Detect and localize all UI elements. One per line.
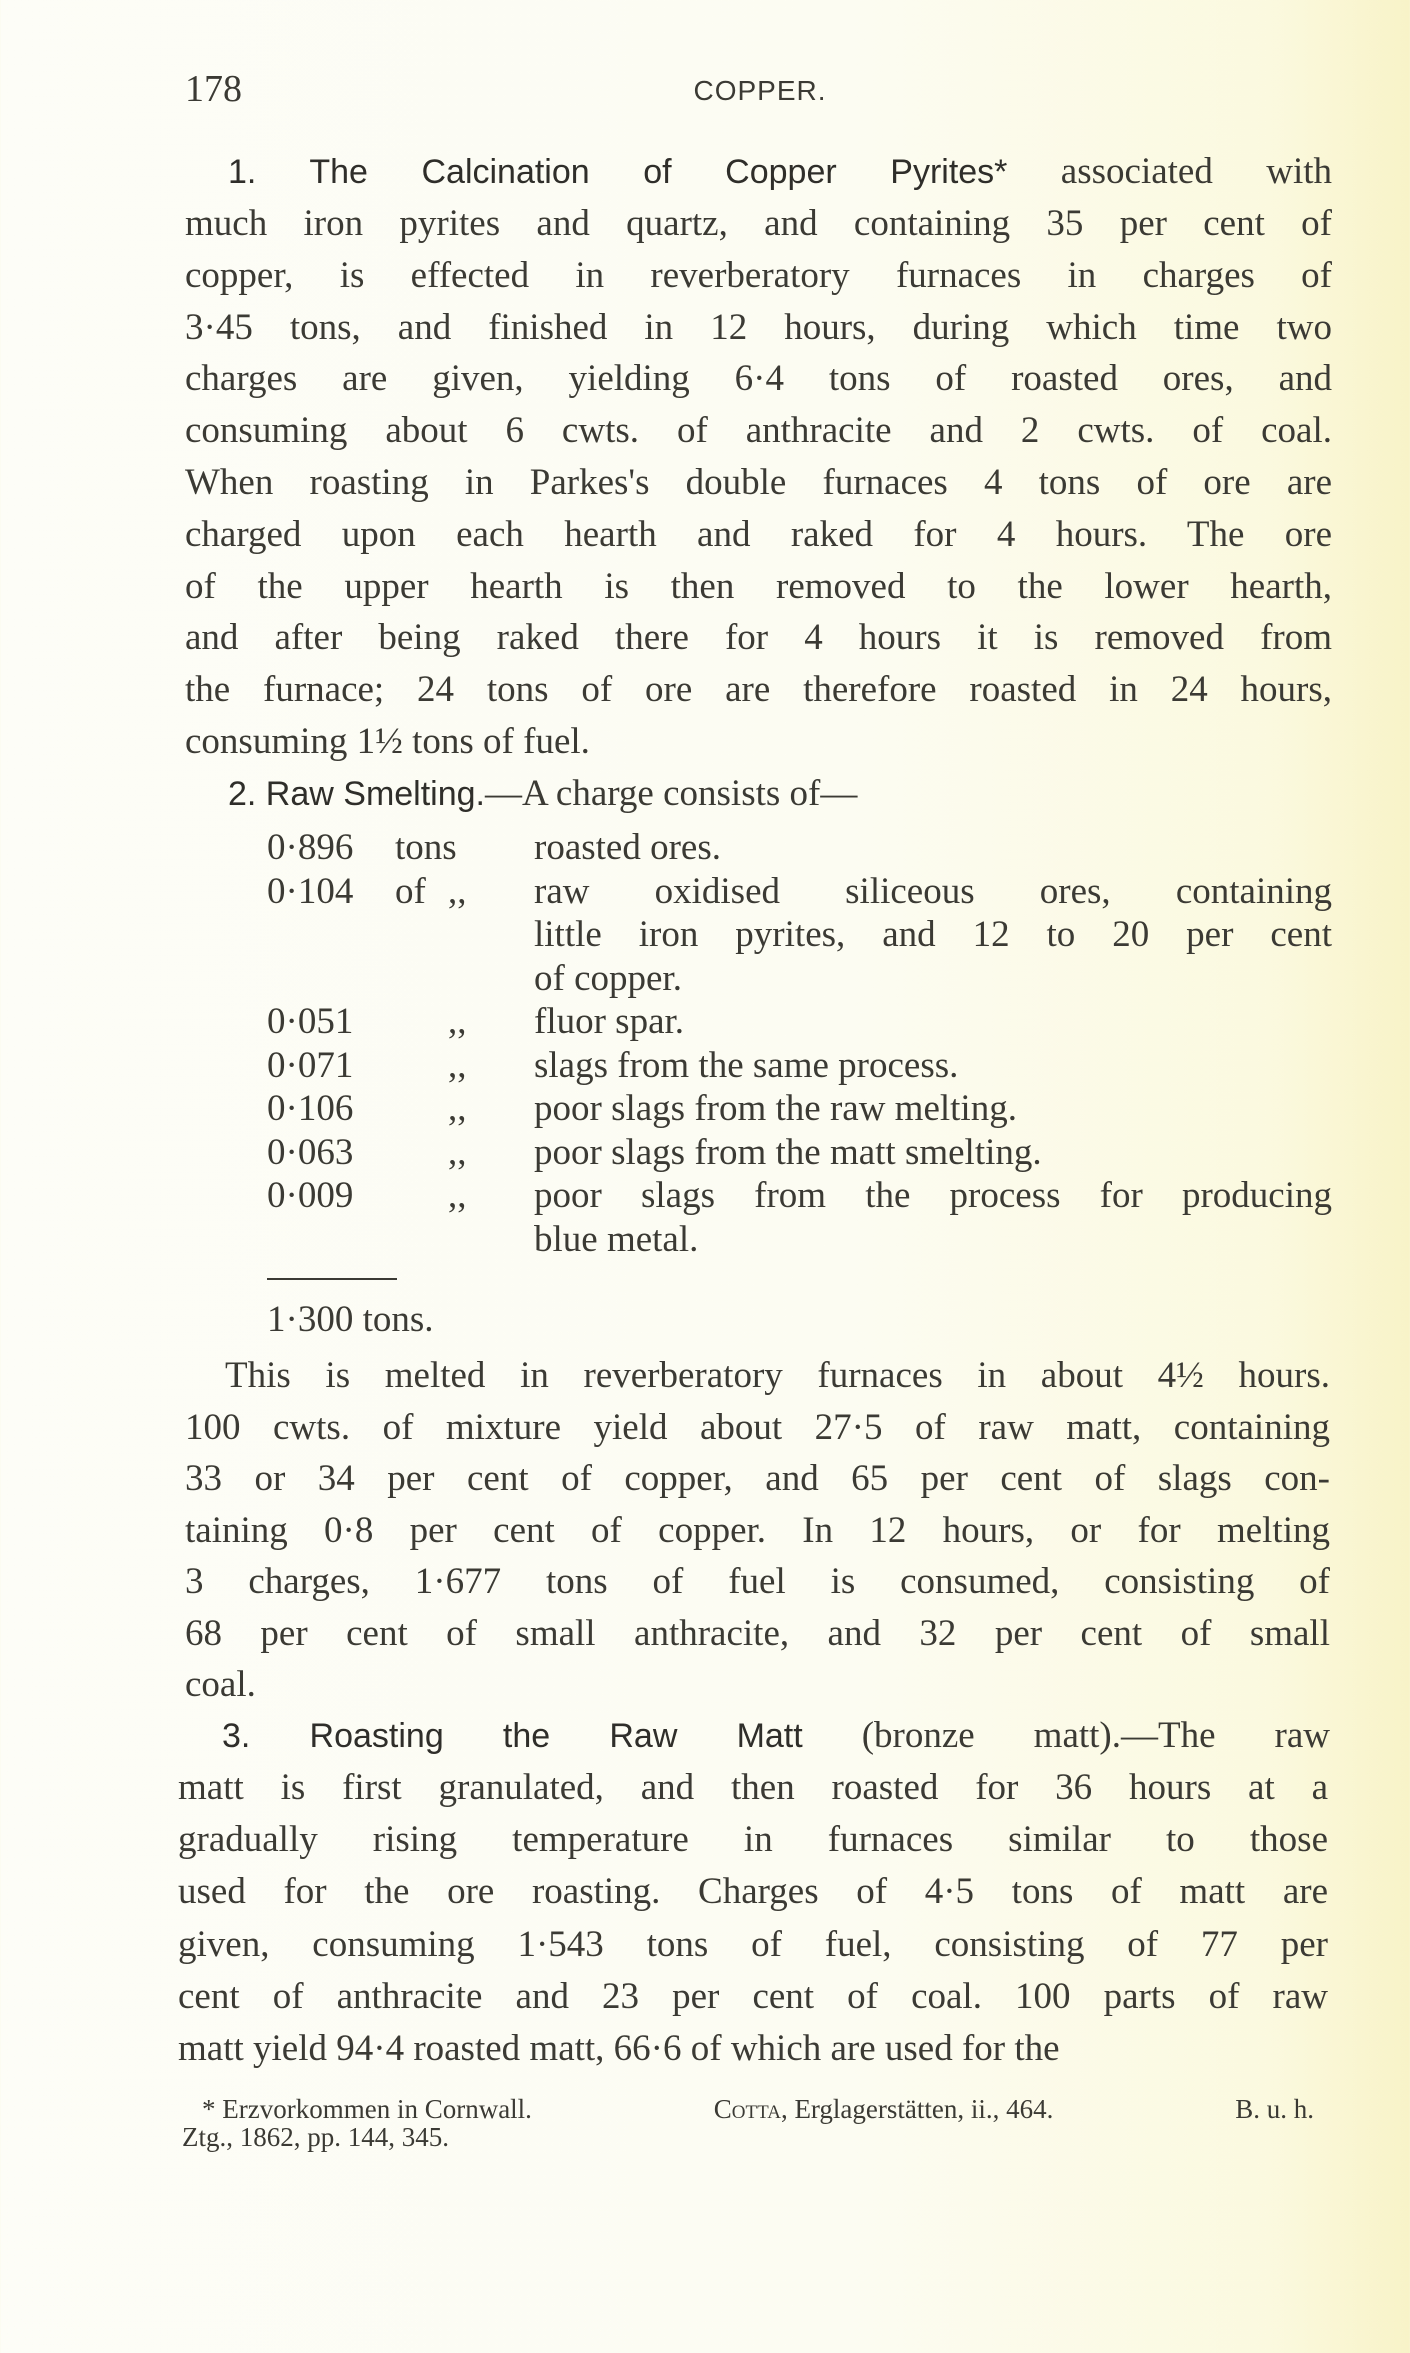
text-line: consuming about 6 cwts. of anthracite and 2 cwts. of coal. [185,410,1332,452]
charge-description [534,1000,1332,1044]
text-line: When roasting in Parkes's double furnaces 4 tons of ore are [185,462,1332,503]
text-line: much iron pyrites and quartz, and containing 35 per cent of [185,203,1332,244]
text-line: cent of anthracite and 23 per cent of coal. 100 parts of raw [178,1975,1328,2017]
text-line: of the upper hearth is then removed to the lower hearth, [185,565,1332,607]
charge-description [534,1174,1332,1261]
charge-description [534,826,1332,870]
text-line: matt is first granulated, and then roasted for 36 hours at a [178,1767,1328,1808]
text-line: 68 per cent of small anthracite, and 32 per cent of small [185,1612,1330,1654]
description-line: blue metal. [534,1218,699,1260]
para2-heading-line [228,769,1332,819]
text-line: 3·45 tons, and finished in 12 hours, during which time two [185,306,1332,348]
charge-unit: ,, [448,1088,467,1129]
section-heading: 3. Roasting the Raw Matt [222,1717,803,1755]
charge-unit: ,, [448,1175,467,1216]
footnote-text: , Erglagerstätten, ii., 464. [780,2094,1054,2124]
charge-description [534,1131,1332,1175]
description-line: poor slags from the process for producing [534,1175,1332,1216]
charge-amount: 0·896 [267,827,354,868]
charge-description [534,1087,1332,1131]
text-line: This is melted in reverberatory furnaces in about 4½ hours. [225,1355,1330,1396]
text: (bronze matt).—The raw [802,1715,1330,1756]
footnote-line-1 [202,2094,1314,2124]
text-line: given, consuming 1·543 tons of fuel, consisting of 77 per [178,1923,1328,1965]
text: —A charge consists of— [485,773,858,814]
description-line: poor slags from the raw melting. [534,1088,1017,1129]
para1-first-line [228,147,1332,197]
text-line: coal. [185,1664,256,1705]
charge-unit: ,, [448,1001,467,1042]
charge-unit: tons of [395,827,457,912]
description-line: slags from the same process. [534,1044,959,1086]
charge-amount: 0·009 [267,1175,354,1216]
footnote-text: * Erzvorkommen in Cornwall. [202,2094,532,2124]
charge-description [534,870,1332,1001]
text-line: consuming 1½ tons of fuel. [185,721,590,762]
text-line: copper, is effected in reverberatory furnaces in charges of [185,254,1332,296]
charge-amount: 0·104 [267,870,354,912]
section-heading: 2. Raw Smelting. [228,775,485,813]
text-line: taining 0·8 per cent of copper. In 12 hours, or for melting [185,1509,1330,1551]
footnote-author: Cotta [713,2094,781,2124]
text-line: matt yield 94·4 roasted matt, 66·6 of which are used for the [178,2028,1060,2069]
text-line: 100 cwts. of mixture yield about 27·5 of raw matt, containing [185,1406,1330,1448]
text-line: and after being raked there for 4 hours it is removed from [185,617,1332,659]
description-line: fluor spar. [534,1001,685,1042]
section-heading: 1. The Calcination of Copper Pyrites* [228,153,1008,191]
text-line: charged upon each hearth and raked for 4 hours. The ore [185,513,1332,555]
description-line: poor slags from the matt smelting. [534,1131,1042,1173]
text-line: 3 charges, 1·677 tons of fuel is consumed, consisting of [185,1561,1330,1602]
page-number: 178 [185,68,242,110]
footnote-line-2: Ztg., 1862, pp. 144, 345. [182,2122,449,2152]
charge-unit: ,, [448,870,467,912]
footnote-text: B. u. h. [1235,2094,1314,2124]
charge-amount: 0·051 [267,1001,354,1042]
text-line: charges are given, yielding 6·4 tons of roasted ores, and [185,358,1332,400]
text: associated with [1007,151,1333,192]
text-line: used for the ore roasting. Charges of 4·5 tons of matt are [178,1871,1328,1913]
charge-amount: 0·063 [267,1131,354,1173]
charge-description [534,1044,1332,1088]
description-line: raw oxidised siliceous ores, containing [534,870,1332,912]
running-head: COPPER. [693,75,827,106]
charge-amount: 0·071 [267,1044,354,1086]
charge-unit: ,, [448,1044,467,1086]
description-line: of copper. [534,957,682,999]
charge-amount: 0·106 [267,1088,354,1129]
text-line: gradually rising temperature in furnaces similar to those [178,1819,1328,1861]
charge-unit: ,, [448,1131,467,1173]
sum-rule [267,1278,397,1280]
text-line: 33 or 34 per cent of copper, and 65 per cent of slags con- [185,1458,1330,1499]
text-line: the furnace; 24 tons of ore are therefore roasted in 24 hours, [185,669,1332,711]
description-line: little iron pyrites, and 12 to 20 per cent [534,914,1332,955]
description-line: roasted ores. [534,827,721,868]
para3-first-line [222,1711,1330,1761]
charge-total: 1·300 tons. [267,1299,434,1340]
